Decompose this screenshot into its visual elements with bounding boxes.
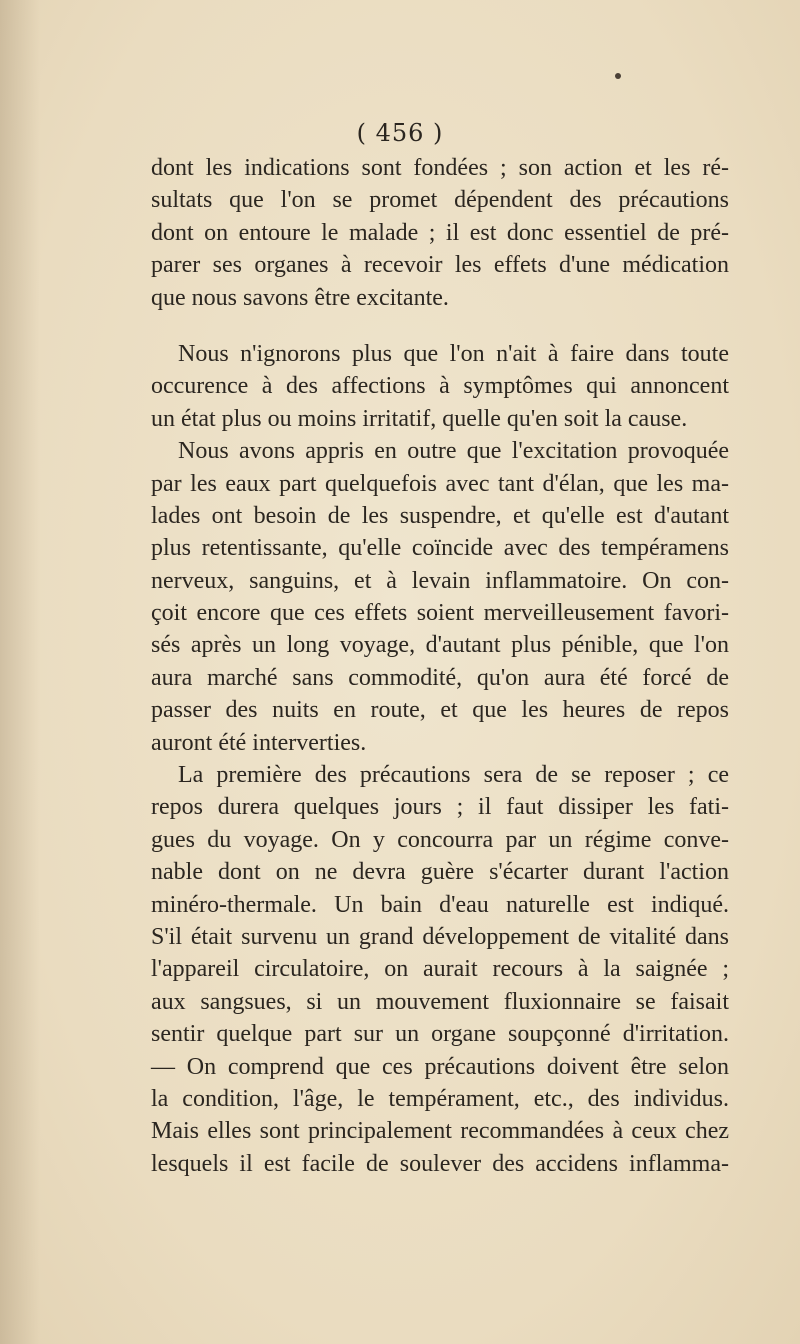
text-line: la condition, l'âge, le tempérament, etc., des individus. <box>151 1085 729 1112</box>
text-line: gues du voyage. On y concourra par un régime conve- <box>151 826 729 853</box>
text-line: lesquels il est facile de soulever des accidens inflamma- <box>151 1150 729 1177</box>
text-line: sés après un long voyage, d'autant plus pénible, que l'on <box>151 632 729 659</box>
text-line: dont les indications sont fondées ; son action et les ré- <box>151 155 729 181</box>
text-line: Nous n'ignorons plus que l'on n'ait à faire dans toute <box>178 340 729 367</box>
paragraph <box>151 759 729 1180</box>
text-line: sultats que l'on se promet dépendent des précautions <box>151 187 729 214</box>
text-line: lades ont besoin de les suspendre, et qu'elle est d'autant <box>151 502 729 529</box>
text-line: dont on entoure le malade ; il est donc essentiel de pré- <box>151 219 729 246</box>
text-line: auront été interverties. <box>151 729 367 756</box>
text-line: passer des nuits en route, et que les heures de repos <box>151 697 729 724</box>
text-line: parer ses organes à recevoir les effets d'une médication <box>151 252 729 279</box>
text-line: par les eaux part quelquefois avec tant d'élan, que les ma- <box>151 470 729 497</box>
text-line: S'il était survenu un grand développement de vitalité dans <box>151 923 729 950</box>
text-line: un état plus ou moins irritatif, quelle qu'en soit la cause. <box>151 405 688 432</box>
text-line: aux sangsues, si un mouvement fluxionnaire se faisait <box>151 988 729 1015</box>
text-line: Mais elles sont principalement recommandées à ceux chez <box>151 1118 729 1145</box>
binding-gutter-shadow <box>0 0 40 1344</box>
text-line: aura marché sans commodité, qu'on aura été forcé de <box>151 664 729 691</box>
text-line: repos durera quelques jours ; il faut dissiper les fati- <box>151 794 729 821</box>
text-line: — On comprend que ces précautions doivent être selon <box>151 1053 729 1080</box>
text-line: que nous savons être excitante. <box>151 284 449 311</box>
paragraph <box>151 338 729 435</box>
paragraph <box>151 152 729 314</box>
text-line: Nous avons appris en outre que l'excitation provoquée <box>178 438 729 465</box>
paragraph <box>151 435 729 759</box>
body-text <box>151 152 729 1180</box>
page-number: ( 456 ) <box>356 119 444 147</box>
text-line: nerveux, sanguins, et à levain inflammatoire. On con- <box>151 567 729 594</box>
text-line: l'appareil circulatoire, on aurait recours à la saignée ; <box>151 956 729 983</box>
text-line: plus retentissante, qu'elle coïncide avec des tempéramens <box>151 535 729 562</box>
text-line: La première des précautions sera de se reposer ; ce <box>178 762 729 789</box>
text-line: çoit encore que ces effets soient merveilleusement favori- <box>151 600 729 627</box>
text-line: sentir quelque part sur un organe soupçonné d'irritation. <box>151 1021 729 1048</box>
text-line: nable dont on ne devra guère s'écarter durant l'action <box>151 859 729 886</box>
paragraph-gap <box>151 314 729 338</box>
text-line: minéro-thermale. Un bain d'eau naturelle est indiqué. <box>151 891 729 918</box>
ink-speck <box>615 73 621 79</box>
text-line: occurence à des affections à symptômes qui annoncent <box>151 373 729 400</box>
